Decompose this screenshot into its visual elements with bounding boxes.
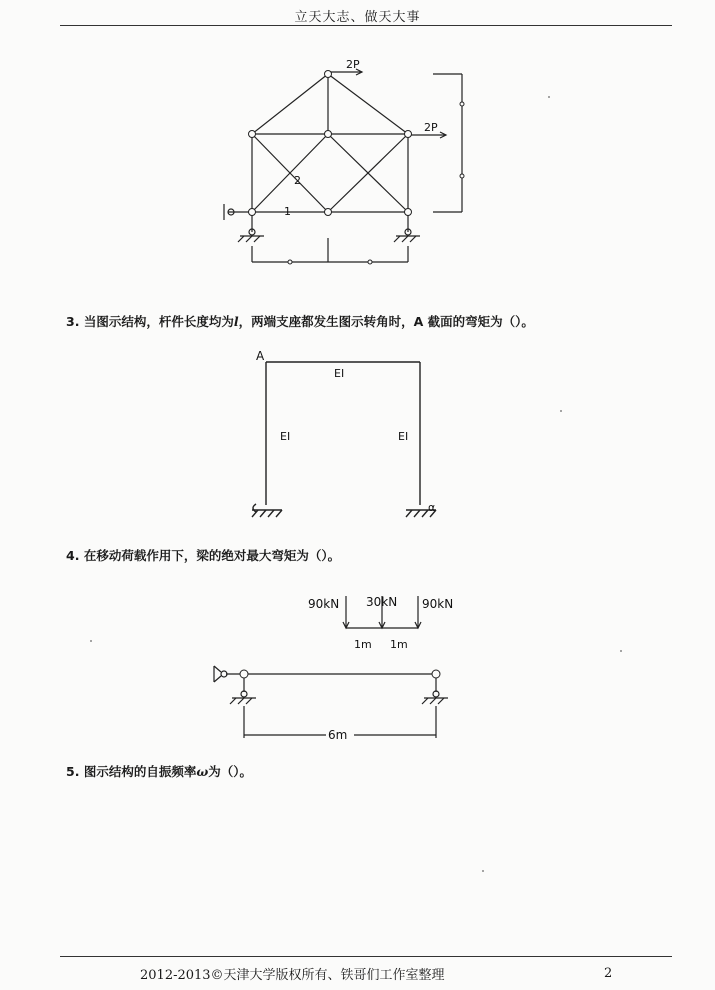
rotation-angle-label: α <box>428 501 436 514</box>
question-number: 5. <box>66 764 80 779</box>
right-column-label: EI <box>398 430 409 443</box>
question-text: 为（）。 <box>208 764 252 779</box>
member-label-2: 2 <box>294 174 301 187</box>
left-column-label: EI <box>280 430 291 443</box>
frequency-symbol: ω <box>196 764 209 779</box>
frame-figure <box>0 340 715 540</box>
question-number: 3. <box>66 314 80 329</box>
scan-speck <box>482 870 484 872</box>
question-5-text <box>66 762 252 780</box>
truss-figure <box>0 0 715 300</box>
spacing-label-2: 1m <box>390 638 408 651</box>
node-label-a: A <box>256 349 265 363</box>
scan-speck <box>548 96 550 98</box>
footer-rule <box>60 956 672 957</box>
load-label-right: 2P <box>424 121 438 134</box>
load-label-3: 90kN <box>422 597 454 611</box>
scan-speck <box>90 640 92 642</box>
load-label-1: 90kN <box>308 597 340 611</box>
beam-label: EI <box>334 367 345 380</box>
length-variable: l <box>233 314 239 329</box>
question-number: 4. <box>66 548 80 563</box>
question-4-text <box>66 546 340 564</box>
scan-speck <box>560 410 562 412</box>
span-label: 6m <box>328 728 348 742</box>
question-text: 图示结构的自振频率 <box>83 764 197 779</box>
moving-load-figure <box>0 580 715 760</box>
load-label-2: 30kN <box>366 595 398 609</box>
spacing-label-1: 1m <box>354 638 372 651</box>
member-label-1: 1 <box>284 205 291 218</box>
footer-copyright: 2012-2013©天津大学版权所有、铁哥们工作室整理 <box>140 968 445 983</box>
question-text: 在移动荷载作用下，梁的绝对最大弯矩为（）。 <box>83 548 341 563</box>
question-3-text <box>66 312 534 330</box>
question-text: ，两端支座都发生图示转角时，A 截面的弯矩为（）。 <box>238 314 534 329</box>
load-label-top: 2P <box>346 58 360 71</box>
header-motto: 立天大志、做天大事 <box>294 10 421 25</box>
question-text: 当图示结构，杆件长度均为 <box>83 314 234 329</box>
scan-speck <box>620 650 622 652</box>
page-number: 2 <box>604 966 613 981</box>
